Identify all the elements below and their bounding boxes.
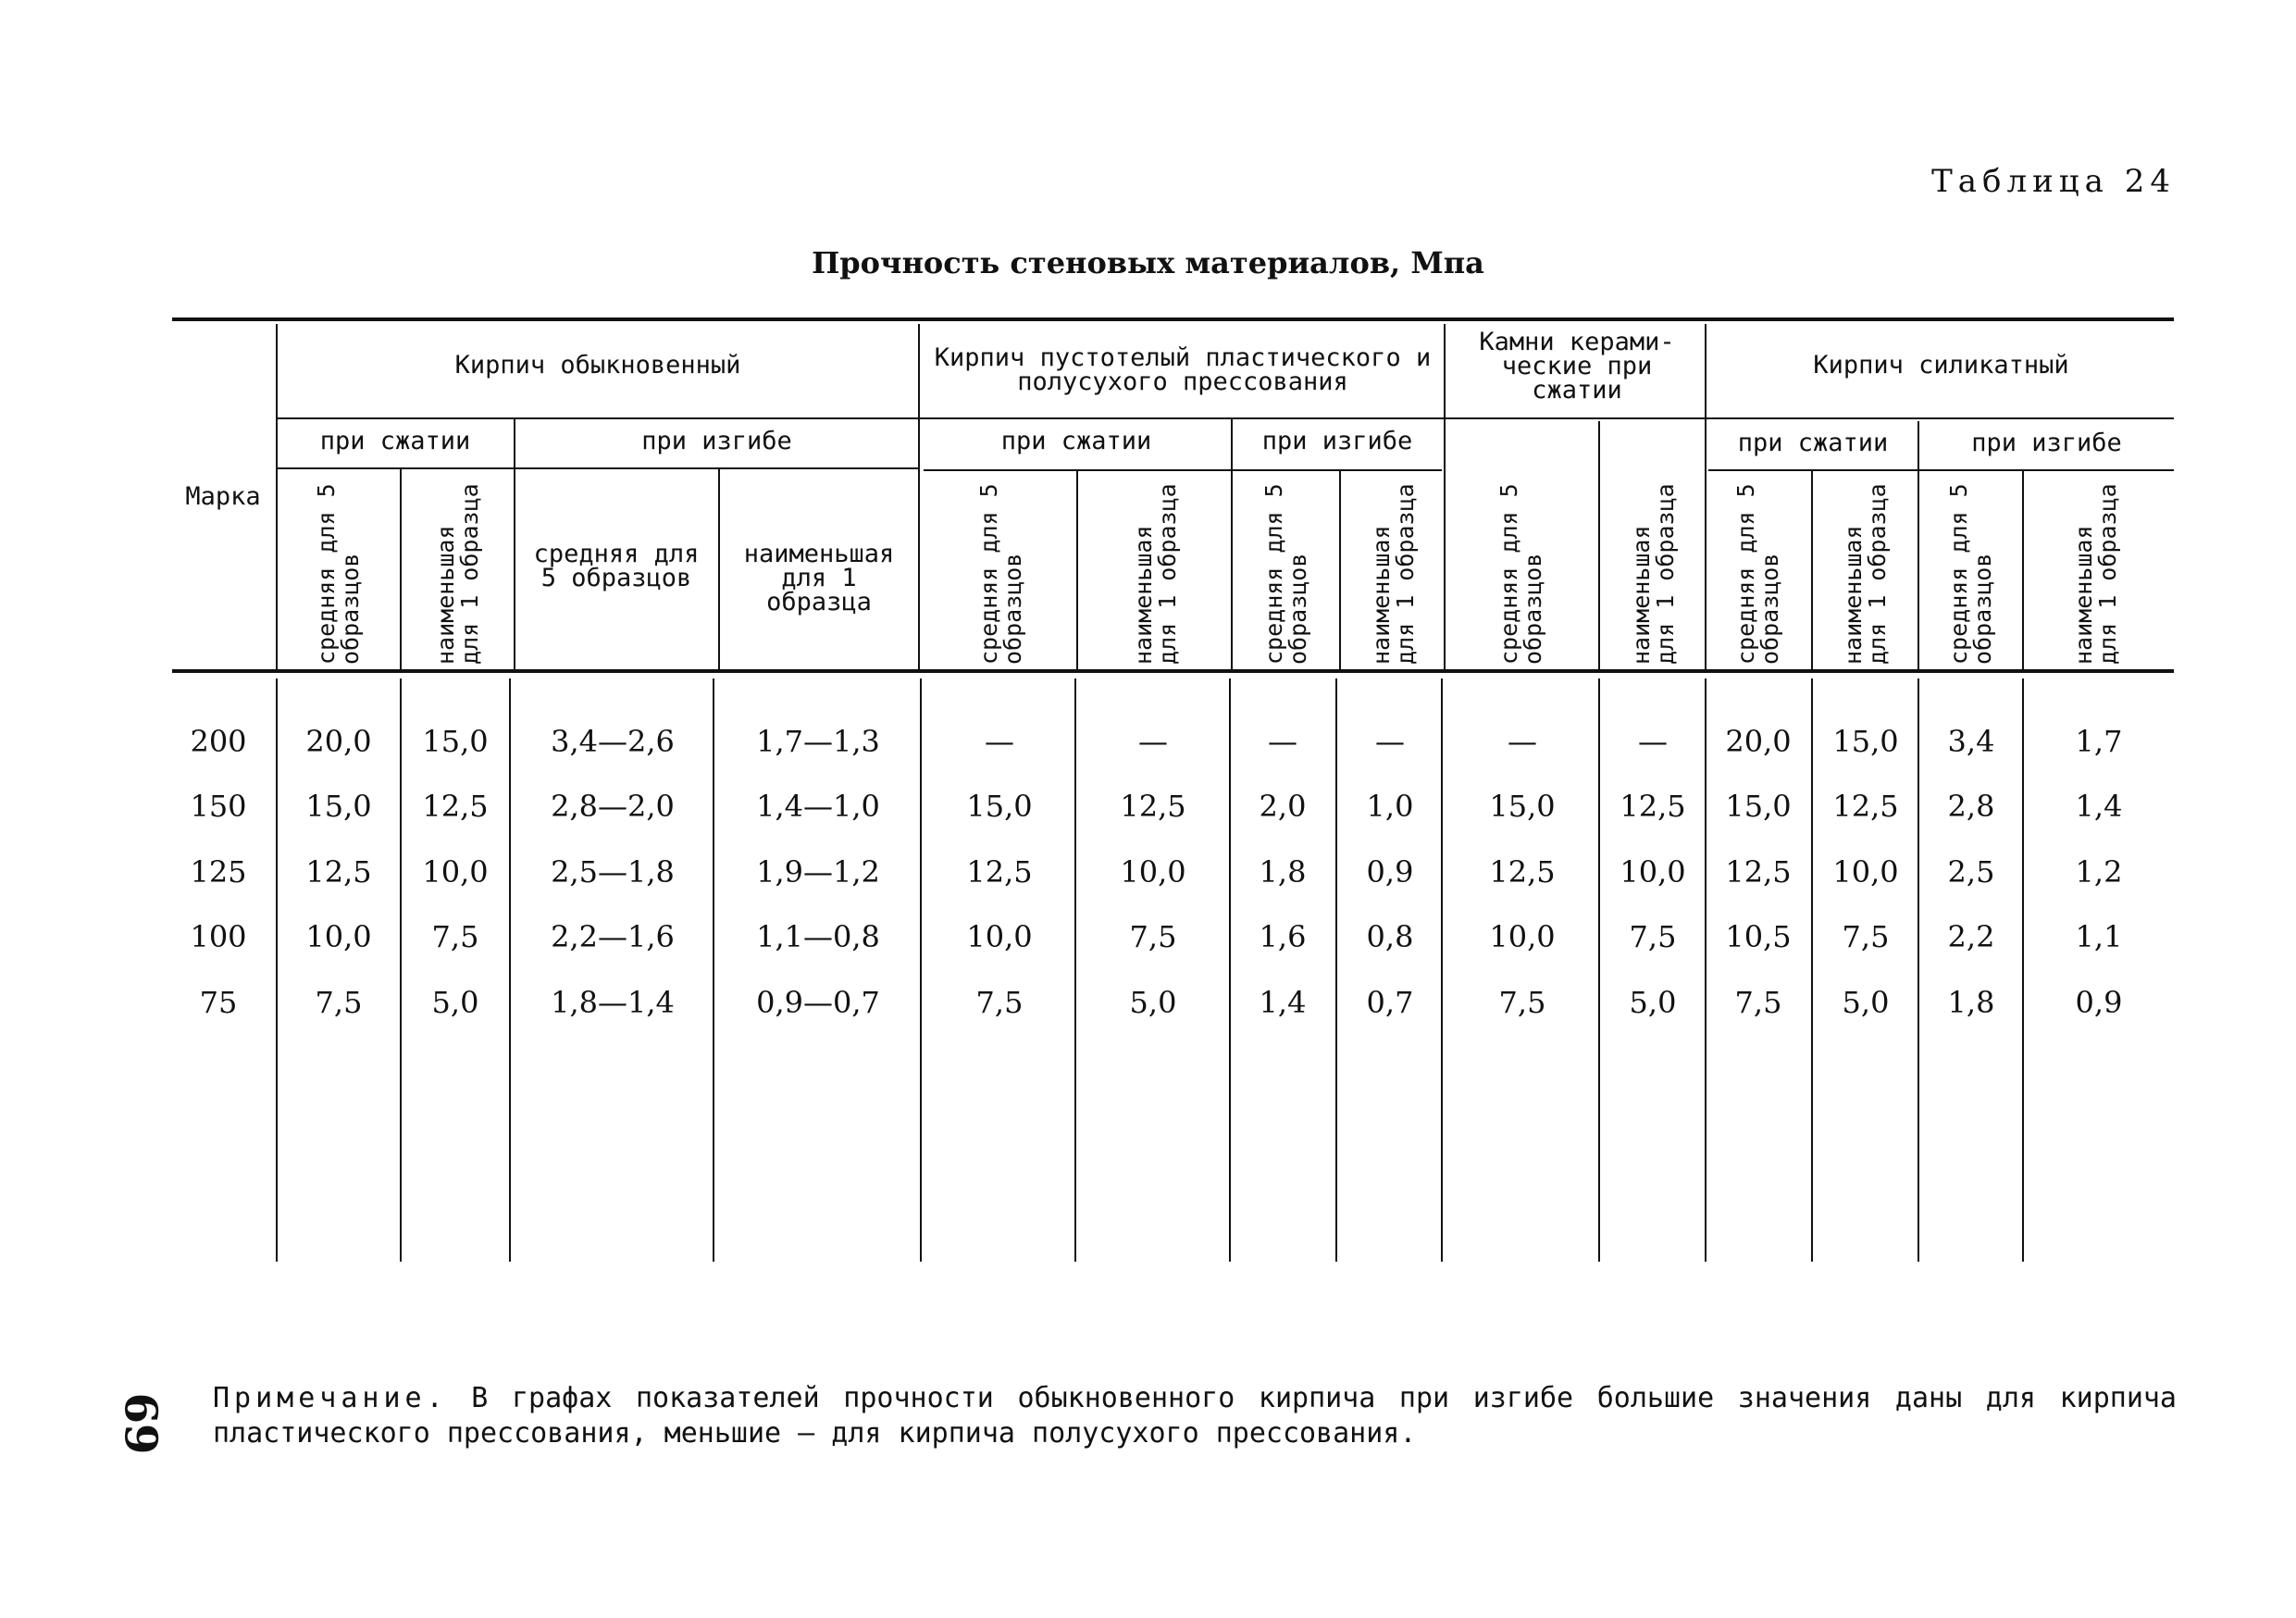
- col-header-avg5-label: средняя для 5 образцов: [533, 540, 700, 592]
- col-divider: [918, 324, 920, 669]
- sub-header-bend: при изгибе: [1971, 429, 2122, 457]
- table-cell: 1,4: [1259, 985, 1307, 1020]
- col-divider: [1705, 678, 1706, 1262]
- col-header-avg5: средняя для 5 образцов: [1260, 483, 1311, 665]
- col-header-min1: наименьшая для 1 образца: [2070, 483, 2121, 665]
- table-cell-grade: 200: [190, 724, 247, 759]
- table-cell: 2,0: [1259, 789, 1307, 824]
- table-cell: 2,8—2,0: [551, 789, 675, 824]
- table-cell: 0,9: [2075, 985, 2123, 1020]
- table-cell: 10,0: [1832, 854, 1899, 890]
- sub-rule: [278, 467, 920, 469]
- col-header-min1-label: наименьшая для 1 образца: [743, 540, 895, 616]
- marka-header: Марка: [185, 482, 261, 511]
- group-header-ceramic: Камни керами-ческие при сжатии: [1479, 328, 1675, 404]
- sub-header-bend: при изгибе: [641, 427, 792, 455]
- table-cell: 1,1—0,8: [756, 919, 880, 954]
- sub-header-bend: при изгибе: [1261, 427, 1413, 455]
- table-cell: 0,7: [1366, 985, 1414, 1020]
- col-divider: [2022, 471, 2024, 669]
- table-cell-grade: 100: [190, 919, 247, 954]
- col-divider: [1339, 471, 1341, 669]
- col-header-min1: наименьшая для 1 образца: [1368, 483, 1419, 665]
- note-text: В графах показателей прочности обыкновенного кирпича при изгибе большие значения даны для кирпича пластического прессования, меньшие — для кирпича полусухого прессования.: [213, 1382, 2177, 1450]
- table-cell: 5,0: [1629, 985, 1677, 1020]
- col-divider: [718, 469, 720, 669]
- col-divider: [1444, 324, 1446, 669]
- table-cell: 12,5: [1725, 854, 1792, 890]
- table-cell: 7,5: [1734, 985, 1782, 1020]
- col-divider: [1811, 471, 1813, 669]
- table-cell: 10,0: [966, 919, 1033, 954]
- group-header-silicate: Кирпич силикатный: [1813, 351, 2069, 380]
- table-cell: 5,0: [1129, 985, 1177, 1020]
- table-cell: 1,4—1,0: [756, 789, 880, 824]
- table-cell-grade: 150: [190, 789, 247, 824]
- table-cell: 7,5: [431, 919, 479, 954]
- col-divider: [1076, 471, 1078, 669]
- col-divider: [2022, 678, 2024, 1262]
- table-cell: 1,4: [2075, 789, 2123, 824]
- col-divider: [1917, 421, 1919, 669]
- sub-header-compress: при сжатии: [1737, 429, 1889, 457]
- table-cell: 7,5: [1498, 985, 1546, 1020]
- table-cell: 1,7: [2075, 724, 2123, 759]
- col-header-avg5: средняя для 5 образцов: [1732, 483, 1783, 665]
- col-divider: [276, 324, 278, 669]
- col-divider: [713, 678, 714, 1262]
- table-cell: 1,1: [2075, 919, 2123, 954]
- top-rule: [172, 317, 2174, 321]
- table-cell: 10,5: [1725, 919, 1792, 954]
- col-divider: [1335, 678, 1337, 1262]
- col-header-min1: [720, 542, 918, 615]
- sub-rule: [924, 469, 1442, 471]
- col-divider: [1074, 678, 1076, 1262]
- table-cell: —: [1638, 724, 1668, 759]
- table-label: Таблица 24: [1931, 163, 2176, 200]
- table-cell: 12,5: [1620, 789, 1686, 824]
- col-divider: [1441, 678, 1443, 1262]
- table-cell: 7,5: [1129, 919, 1177, 954]
- col-divider: [1598, 678, 1600, 1262]
- table-cell-grade: 125: [190, 854, 247, 890]
- col-divider: [1811, 678, 1813, 1262]
- table-cell: 2,2—1,6: [551, 919, 675, 954]
- col-header-min1: наименьшая для 1 образца: [1130, 483, 1181, 665]
- table-cell: 7,5: [1842, 919, 1890, 954]
- col-divider: [400, 678, 402, 1262]
- col-divider: [1598, 421, 1600, 669]
- table-cell: 1,7—1,3: [756, 724, 880, 759]
- table-cell: —: [1138, 724, 1168, 759]
- table-cell: —: [985, 724, 1014, 759]
- table-cell: 15,0: [1489, 789, 1556, 824]
- table-cell: 2,5: [1947, 854, 1995, 890]
- table-cell: 5,0: [431, 985, 479, 1020]
- table-cell: 0,9—0,7: [756, 985, 880, 1020]
- table-cell: 20,0: [1725, 724, 1792, 759]
- table-cell: 12,5: [422, 789, 489, 824]
- table-cell: 20,0: [305, 724, 372, 759]
- col-divider: [1229, 678, 1231, 1262]
- table-cell: 0,8: [1366, 919, 1414, 954]
- table-cell: 12,5: [1489, 854, 1556, 890]
- col-divider: [1231, 419, 1233, 669]
- col-header-avg5: средняя для 5 образцов: [975, 483, 1026, 665]
- sub-header-compress: при сжатии: [1000, 427, 1152, 455]
- sub-header-compress: при сжатии: [319, 427, 471, 455]
- table-cell: 3,4—2,6: [551, 724, 675, 759]
- table-cell: 5,0: [1842, 985, 1890, 1020]
- col-divider: [509, 678, 511, 1262]
- table-cell: 2,8: [1947, 789, 1995, 824]
- table-cell: 12,5: [1832, 789, 1899, 824]
- table-cell: 1,8: [1259, 854, 1307, 890]
- group-header-hollow: Кирпич пустотелый пластического и полусухого прессования: [934, 343, 1432, 396]
- table-title: Прочность стеновых материалов, Мпа: [812, 245, 1484, 280]
- table-cell: 2,5—1,8: [551, 854, 675, 890]
- table-cell: 1,8: [1947, 985, 1995, 1020]
- sub-rule: [1708, 469, 2174, 471]
- table-cell: 1,6: [1259, 919, 1307, 954]
- table-cell: 10,0: [422, 854, 489, 890]
- table-cell-grade: 75: [199, 985, 238, 1020]
- table-cell: 10,0: [305, 919, 372, 954]
- col-divider: [400, 469, 402, 669]
- col-divider: [1705, 324, 1706, 669]
- table-cell: 3,4: [1947, 724, 1995, 759]
- table-cell: 7,5: [1629, 919, 1677, 954]
- col-header-avg5: [515, 542, 717, 591]
- table-cell: —: [1268, 724, 1297, 759]
- table-cell: 12,5: [305, 854, 372, 890]
- table-cell: 10,0: [1489, 919, 1556, 954]
- note-lead: Примечание.: [213, 1382, 448, 1414]
- col-header-min1: наименьшая для 1 образца: [432, 483, 483, 665]
- col-divider: [1917, 678, 1919, 1262]
- table-cell: 15,0: [305, 789, 372, 824]
- table-cell: 1,9—1,2: [756, 854, 880, 890]
- table-cell: 12,5: [1120, 789, 1186, 824]
- col-header-avg5: средняя для 5 образцов: [313, 483, 364, 665]
- table-cell: —: [1375, 724, 1405, 759]
- table-cell: 15,0: [966, 789, 1033, 824]
- group-rule: [278, 417, 2174, 419]
- table-cell: 2,2: [1947, 919, 1995, 954]
- table-cell: 15,0: [422, 724, 489, 759]
- table-cell: 1,8—1,4: [551, 985, 675, 1020]
- table-cell: 1,2: [2075, 854, 2123, 890]
- col-header-min1: наименьшая для 1 образца: [1628, 483, 1679, 665]
- table-cell: 12,5: [966, 854, 1033, 890]
- col-divider: [514, 419, 515, 669]
- table-cell: 15,0: [1832, 724, 1899, 759]
- table-cell: 10,0: [1120, 854, 1186, 890]
- table-cell: 10,0: [1620, 854, 1686, 890]
- col-divider: [920, 678, 922, 1262]
- page-number: 69: [114, 1392, 167, 1455]
- header-bottom-rule: [172, 669, 2174, 673]
- table-cell: 0,9: [1366, 854, 1414, 890]
- table-cell: 1,0: [1366, 789, 1414, 824]
- col-header-avg5: средняя для 5 образцов: [1496, 483, 1546, 665]
- col-divider: [276, 678, 278, 1262]
- col-header-min1: наименьшая для 1 образца: [1840, 483, 1891, 665]
- group-header-ordinary: Кирпич обыкновенный: [454, 351, 741, 380]
- col-header-avg5: средняя для 5 образцов: [1945, 483, 1996, 665]
- table-cell: 15,0: [1725, 789, 1792, 824]
- table-note: [213, 1381, 2177, 1451]
- table-cell: 7,5: [315, 985, 363, 1020]
- table-cell: —: [1508, 724, 1537, 759]
- table-cell: 7,5: [975, 985, 1024, 1020]
